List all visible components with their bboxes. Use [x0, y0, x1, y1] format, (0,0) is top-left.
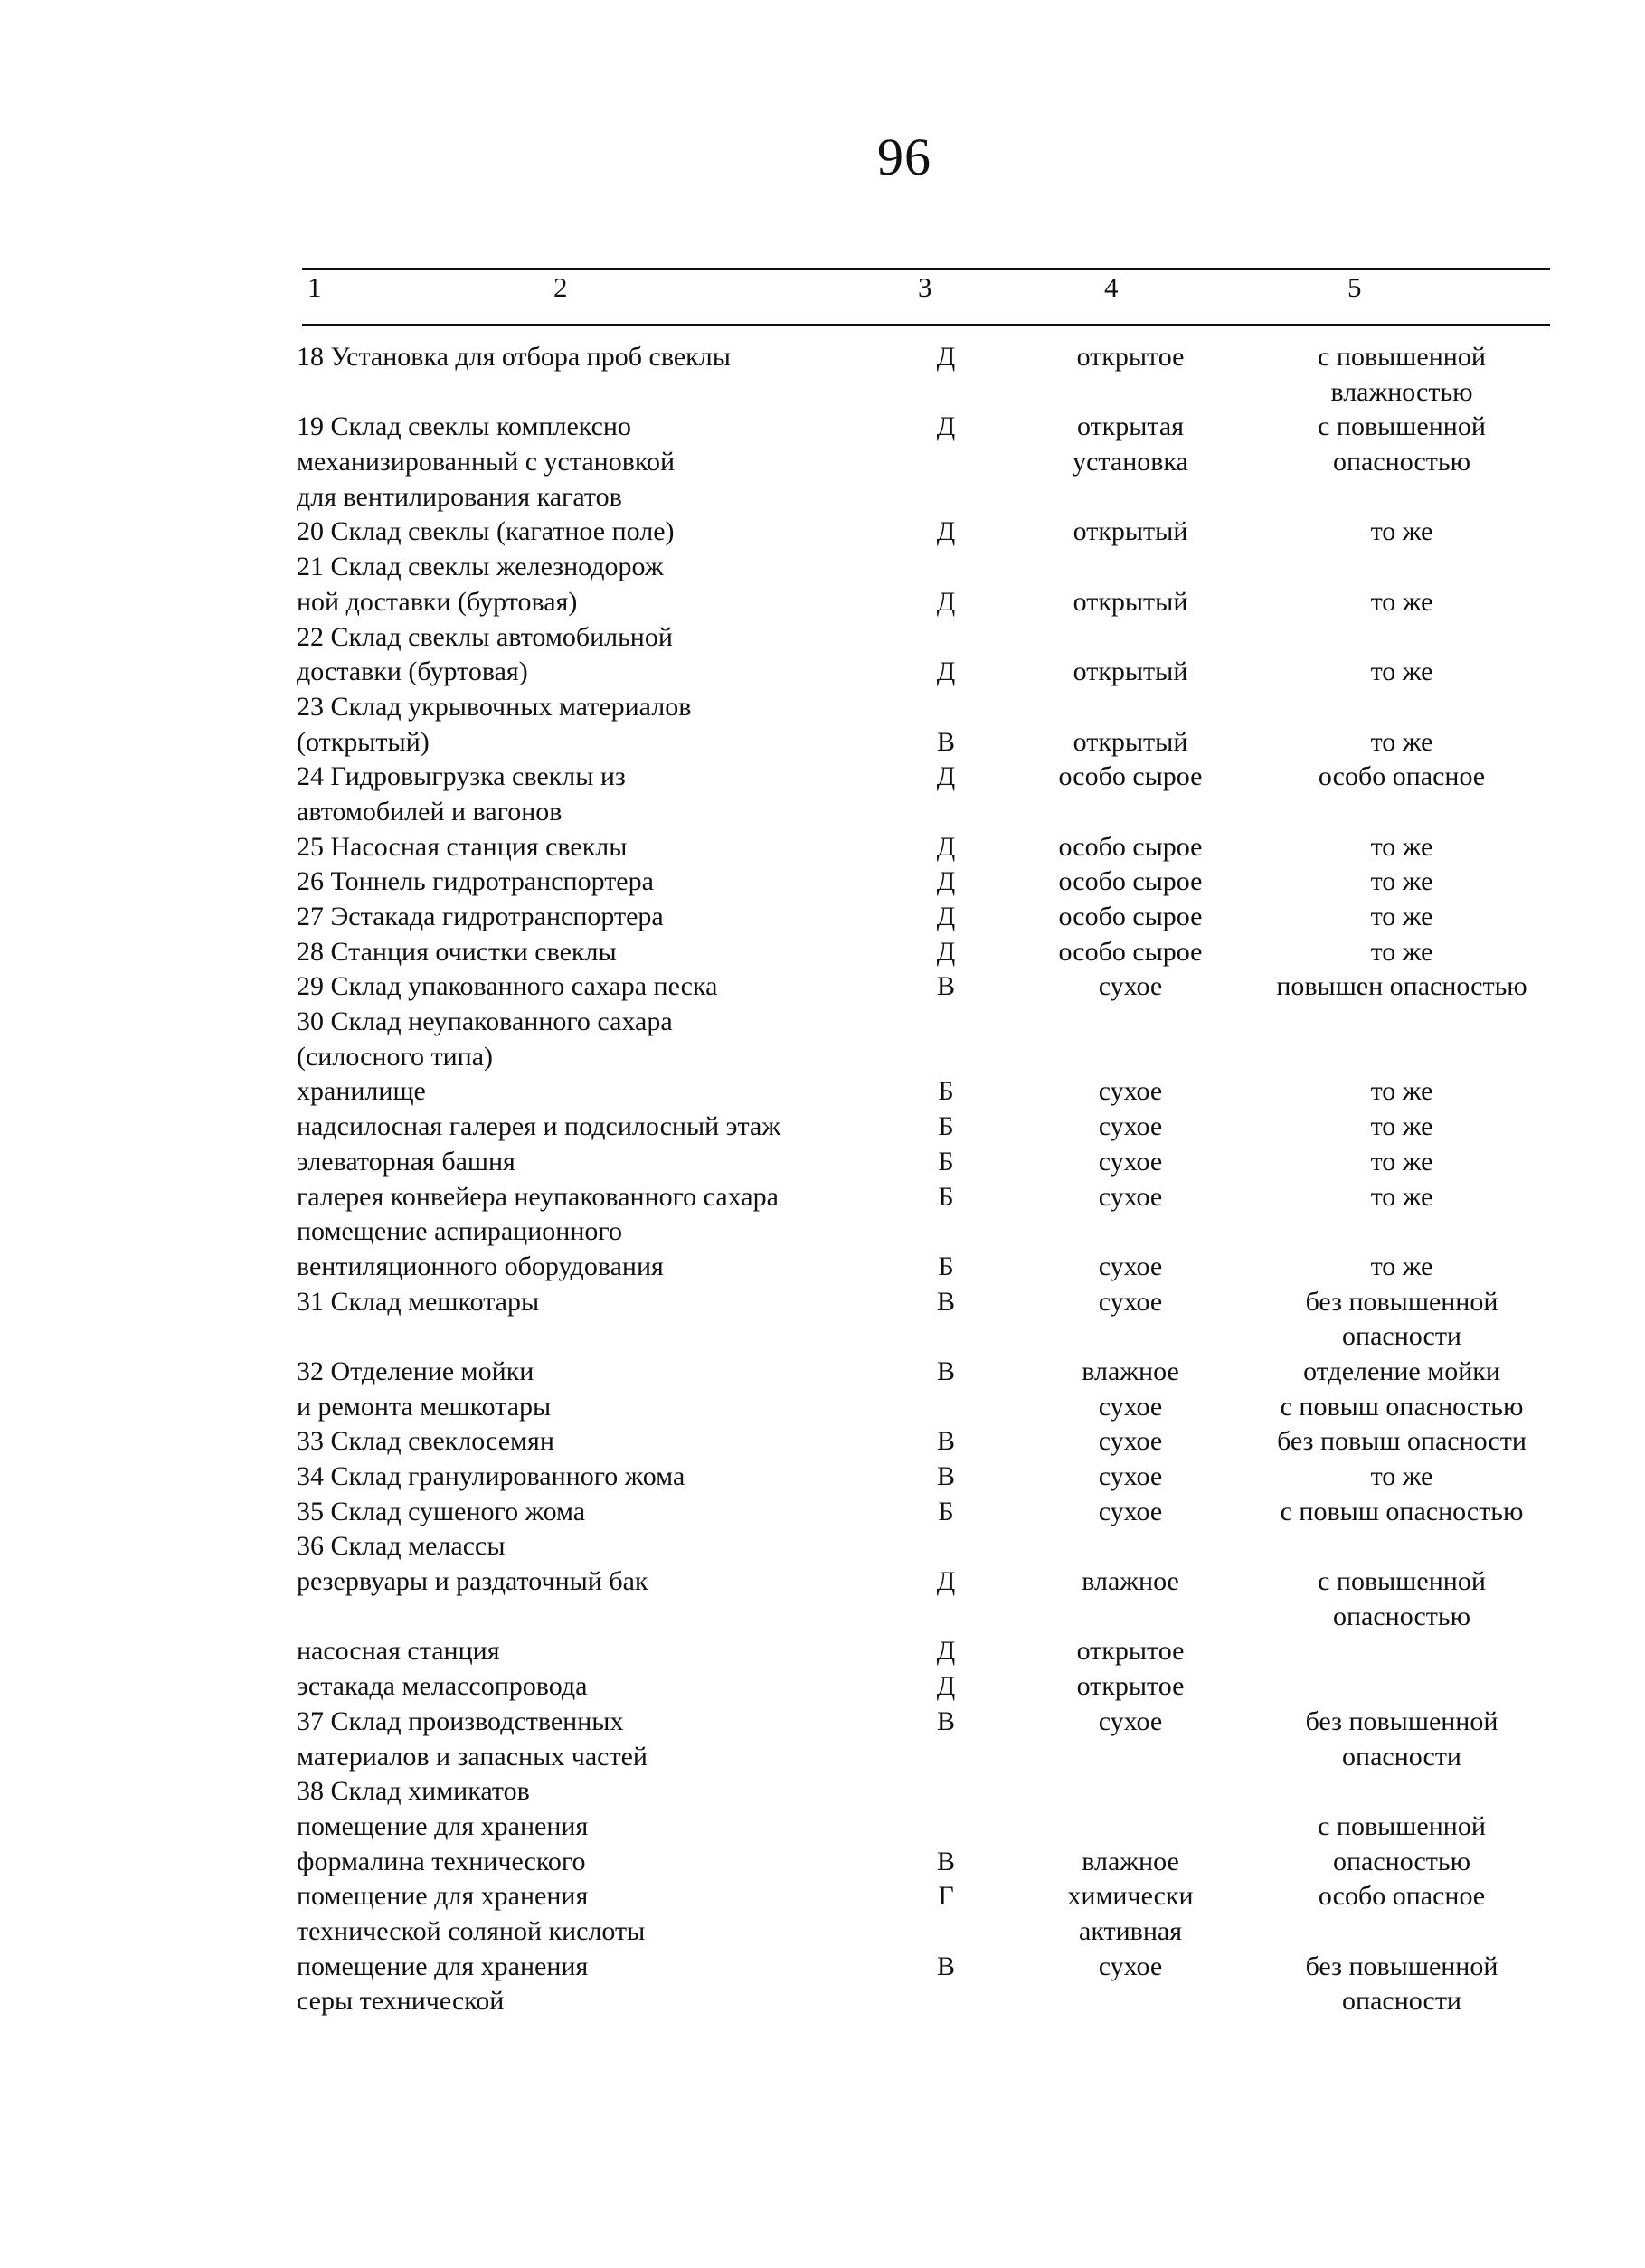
table-row — [0, 1460, 1645, 1495]
column-header-3: 3 — [918, 271, 932, 303]
table-row — [0, 1390, 1645, 1425]
environment-cell: сухое — [1098, 1076, 1163, 1107]
description-cell: автомобилей и вагонов — [297, 796, 563, 827]
description-cell: эстакада мелассопровода — [297, 1671, 588, 1702]
environment-cell: особо сырое — [1058, 761, 1203, 792]
hazard-class-cell: то же — [1370, 866, 1433, 897]
description-cell: галерея конвейера неупакованного сахара — [297, 1181, 779, 1212]
category-cell: В — [936, 971, 955, 1002]
hazard-class-cell: то же — [1370, 936, 1433, 967]
table-row — [0, 1810, 1645, 1845]
environment-cell: сухое — [1098, 1426, 1163, 1457]
column-header-5: 5 — [1347, 271, 1362, 303]
table-row — [0, 585, 1645, 620]
description-cell: 33 Склад свеклосемян — [297, 1426, 554, 1457]
table-row — [0, 1705, 1645, 1740]
hazard-class-cell: опасностью — [1332, 1846, 1470, 1876]
table-body — [0, 340, 1645, 2019]
table-row — [0, 969, 1645, 1005]
category-cell: Б — [938, 1111, 954, 1142]
category-cell: В — [936, 726, 955, 757]
hazard-class-cell: опасности — [1342, 1321, 1461, 1352]
description-cell: 26 Тоннель гидротранспортера — [297, 866, 654, 897]
category-cell: Д — [936, 1566, 956, 1597]
environment-cell: установка — [1073, 447, 1188, 477]
category-cell: Д — [936, 516, 956, 547]
hazard-class-cell: то же — [1370, 586, 1433, 617]
hazard-class-cell: опасности — [1342, 1741, 1461, 1772]
table-row — [0, 1634, 1645, 1669]
hazard-class-cell: повышен опасностью — [1276, 971, 1527, 1002]
table-row — [0, 340, 1645, 375]
table-row — [0, 515, 1645, 550]
table-row — [0, 1984, 1645, 2019]
description-cell: и ремонта мешкотары — [297, 1391, 552, 1422]
description-cell: резервуары и раздаточный бак — [297, 1566, 648, 1597]
hazard-class-cell: с повыш опасностью — [1280, 1391, 1524, 1422]
environment-cell: сухое — [1098, 1111, 1163, 1142]
description-cell: 21 Склад свеклы железнодорож — [297, 552, 664, 582]
table-row — [0, 1845, 1645, 1880]
table-row — [0, 1950, 1645, 1985]
environment-cell: открытый — [1073, 726, 1188, 757]
category-cell: В — [936, 1951, 955, 1981]
hazard-class-cell: то же — [1370, 1076, 1433, 1107]
environment-cell: открытый — [1073, 586, 1188, 617]
hazard-class-cell: без повыш опасности — [1277, 1426, 1527, 1457]
category-cell: Д — [936, 831, 956, 862]
column-header-2: 2 — [553, 271, 568, 303]
table-row — [0, 865, 1645, 900]
hazard-class-cell: без повышенной — [1305, 1706, 1498, 1736]
table-row — [0, 1214, 1645, 1250]
table-row — [0, 1740, 1645, 1775]
table-row — [0, 830, 1645, 865]
table-top-rule — [302, 268, 1550, 270]
hazard-class-cell: опасностью — [1332, 1601, 1470, 1631]
hazard-class-cell: с повышенной — [1318, 1566, 1486, 1597]
environment-cell: особо сырое — [1058, 902, 1203, 931]
table-row — [0, 1145, 1645, 1180]
environment-cell: особо сырое — [1058, 831, 1203, 862]
table-row — [0, 1529, 1645, 1564]
environment-cell: сухое — [1098, 1461, 1163, 1491]
environment-cell: открытый — [1073, 657, 1188, 687]
environment-cell: влажное — [1082, 1356, 1179, 1386]
table-row — [0, 1914, 1645, 1950]
hazard-class-cell: опасности — [1342, 1986, 1461, 2017]
environment-cell: сухое — [1098, 1286, 1163, 1317]
category-cell: Д — [936, 866, 956, 897]
environment-cell: сухое — [1098, 1146, 1163, 1177]
description-cell: 22 Склад свеклы автомобильной — [297, 621, 673, 652]
table-row — [0, 550, 1645, 585]
column-header-4: 4 — [1104, 271, 1119, 303]
description-cell: 27 Эстакада гидротранспортера — [297, 902, 664, 931]
table-row — [0, 1110, 1645, 1145]
description-cell: доставки (буртовая) — [297, 657, 528, 687]
description-cell: материалов и запасных частей — [297, 1741, 648, 1772]
description-cell: насосная станция — [297, 1636, 500, 1667]
table-row — [0, 375, 1645, 411]
category-cell: Б — [938, 1181, 954, 1212]
table-row — [0, 900, 1645, 935]
description-cell: механизированный с установкой — [297, 447, 675, 477]
table-row — [0, 1355, 1645, 1390]
hazard-class-cell: влажностью — [1330, 376, 1473, 407]
hazard-class-cell: то же — [1370, 1251, 1433, 1281]
environment-cell: открытое — [1076, 1636, 1185, 1667]
description-cell: надсилосная галерея и подсилосный этаж — [297, 1111, 781, 1142]
table-row — [0, 480, 1645, 515]
description-cell: 30 Склад неупакованного сахара — [297, 1006, 673, 1037]
description-cell: помещение для хранения — [297, 1810, 589, 1841]
environment-cell: сухое — [1098, 971, 1163, 1002]
table-row — [0, 1180, 1645, 1215]
table-row — [0, 1774, 1645, 1810]
description-cell: 19 Склад свеклы комплексно — [297, 411, 631, 442]
hazard-class-cell: без повышенной — [1305, 1286, 1498, 1317]
category-cell: Д — [936, 936, 956, 967]
description-cell: 20 Склад свеклы (кагатное поле) — [297, 516, 675, 547]
description-cell: хранилище — [297, 1076, 426, 1107]
hazard-class-cell: то же — [1370, 1146, 1433, 1177]
hazard-class-cell: то же — [1370, 902, 1433, 931]
hazard-class-cell: то же — [1370, 657, 1433, 687]
description-cell: помещение для хранения — [297, 1881, 589, 1912]
description-cell: 23 Склад укрывочных материалов — [297, 691, 692, 722]
description-cell: помещение аспирационного — [297, 1216, 622, 1247]
table-row — [0, 1424, 1645, 1460]
category-cell: Д — [936, 902, 956, 931]
table-row — [0, 1600, 1645, 1635]
description-cell: технической соляной кислоты — [297, 1915, 646, 1946]
environment-cell: сухое — [1098, 1951, 1163, 1981]
category-cell: Д — [936, 1671, 956, 1702]
category-cell: Д — [936, 761, 956, 792]
table-row — [0, 935, 1645, 970]
category-cell: В — [936, 1356, 955, 1386]
description-cell: 34 Склад гранулированного жома — [297, 1461, 685, 1491]
description-cell: 37 Склад производственных — [297, 1706, 624, 1736]
category-cell: Б — [938, 1076, 954, 1107]
description-cell: 31 Склад мешкотары — [297, 1286, 540, 1317]
category-cell: В — [936, 1426, 955, 1457]
page-number: 96 — [877, 128, 931, 186]
table-row — [0, 760, 1645, 795]
environment-cell: открытая — [1076, 411, 1185, 442]
environment-cell: открытый — [1073, 516, 1188, 547]
category-cell: В — [936, 1706, 955, 1736]
environment-cell: открытое — [1076, 1671, 1185, 1702]
hazard-class-cell: то же — [1370, 1461, 1433, 1491]
description-cell: помещение для хранения — [297, 1951, 589, 1981]
category-cell: В — [936, 1286, 955, 1317]
description-cell: ной доставки (буртовая) — [297, 586, 578, 617]
column-header-1: 1 — [307, 271, 322, 303]
environment-cell: сухое — [1098, 1181, 1163, 1212]
table-header-rule — [302, 324, 1550, 326]
description-cell: серы технической — [297, 1986, 505, 2017]
environment-cell: химически — [1067, 1881, 1194, 1912]
table-row — [0, 1040, 1645, 1075]
table-row — [0, 725, 1645, 761]
table-row — [0, 410, 1645, 445]
category-cell: Б — [938, 1496, 954, 1526]
environment-cell: сухое — [1098, 1496, 1163, 1526]
table-row — [0, 620, 1645, 656]
table-row — [0, 1495, 1645, 1530]
environment-cell: особо сырое — [1058, 866, 1203, 897]
hazard-class-cell: с повышенной — [1318, 1810, 1486, 1841]
environment-cell: сухое — [1098, 1706, 1163, 1736]
hazard-class-cell: то же — [1370, 726, 1433, 757]
table-row — [0, 1669, 1645, 1705]
description-cell: (силосного типа) — [297, 1041, 494, 1072]
table-row — [0, 1005, 1645, 1040]
category-cell: Д — [936, 1636, 956, 1667]
environment-cell: открытое — [1076, 342, 1185, 372]
description-cell: элеваторная башня — [297, 1146, 515, 1177]
description-cell: (открытый) — [297, 726, 430, 757]
category-cell: Д — [936, 586, 956, 617]
category-cell: Г — [938, 1881, 954, 1912]
description-cell: 36 Склад мелассы — [297, 1531, 506, 1562]
table-row — [0, 445, 1645, 480]
table-row — [0, 1285, 1645, 1320]
environment-cell: сухое — [1098, 1251, 1163, 1281]
hazard-class-cell: то же — [1370, 831, 1433, 862]
table-row — [0, 1564, 1645, 1600]
category-cell: В — [936, 1846, 955, 1876]
environment-cell: влажное — [1082, 1846, 1179, 1876]
environment-cell: активная — [1079, 1915, 1182, 1946]
table-row — [0, 1250, 1645, 1285]
environment-cell: особо сырое — [1058, 936, 1203, 967]
environment-cell: влажное — [1082, 1566, 1179, 1597]
category-cell: Б — [938, 1251, 954, 1281]
description-cell: 32 Отделение мойки — [297, 1356, 534, 1386]
category-cell: Д — [936, 657, 956, 687]
table-row — [0, 1879, 1645, 1914]
description-cell: формалина технического — [297, 1846, 586, 1876]
description-cell: 35 Склад сушеного жома — [297, 1496, 586, 1526]
description-cell: вентиляционного оборудования — [297, 1251, 664, 1281]
hazard-class-cell: с повышенной — [1318, 342, 1486, 372]
category-cell: Д — [936, 342, 956, 372]
table-row — [0, 795, 1645, 830]
table-row — [0, 690, 1645, 725]
hazard-class-cell: особо опасное — [1318, 761, 1486, 792]
hazard-class-cell: с повыш опасностью — [1280, 1496, 1524, 1526]
category-cell: Б — [938, 1146, 954, 1177]
description-cell: 24 Гидровыгрузка свеклы из — [297, 761, 626, 792]
description-cell: 38 Склад химикатов — [297, 1776, 530, 1807]
table-row — [0, 655, 1645, 690]
hazard-class-cell: отделение мойки — [1303, 1356, 1500, 1386]
description-cell: 25 Насосная станция свеклы — [297, 831, 628, 862]
table-row — [0, 1074, 1645, 1110]
hazard-class-cell: с повышенной — [1318, 411, 1486, 442]
hazard-class-cell: то же — [1370, 1181, 1433, 1212]
description-cell: 18 Установка для отбора проб свеклы — [297, 342, 731, 372]
environment-cell: сухое — [1098, 1391, 1163, 1422]
hazard-class-cell: то же — [1370, 1111, 1433, 1142]
category-cell: Д — [936, 411, 956, 442]
hazard-class-cell: особо опасное — [1318, 1881, 1486, 1912]
hazard-class-cell: опасностью — [1332, 447, 1470, 477]
description-cell: 28 Станция очистки свеклы — [297, 936, 617, 967]
hazard-class-cell: без повышенной — [1305, 1951, 1498, 1981]
category-cell: В — [936, 1461, 955, 1491]
description-cell: для вентилирования кагатов — [297, 481, 622, 512]
hazard-class-cell: то же — [1370, 516, 1433, 547]
description-cell: 29 Склад упакованного сахара песка — [297, 971, 718, 1002]
table-row — [0, 1319, 1645, 1355]
